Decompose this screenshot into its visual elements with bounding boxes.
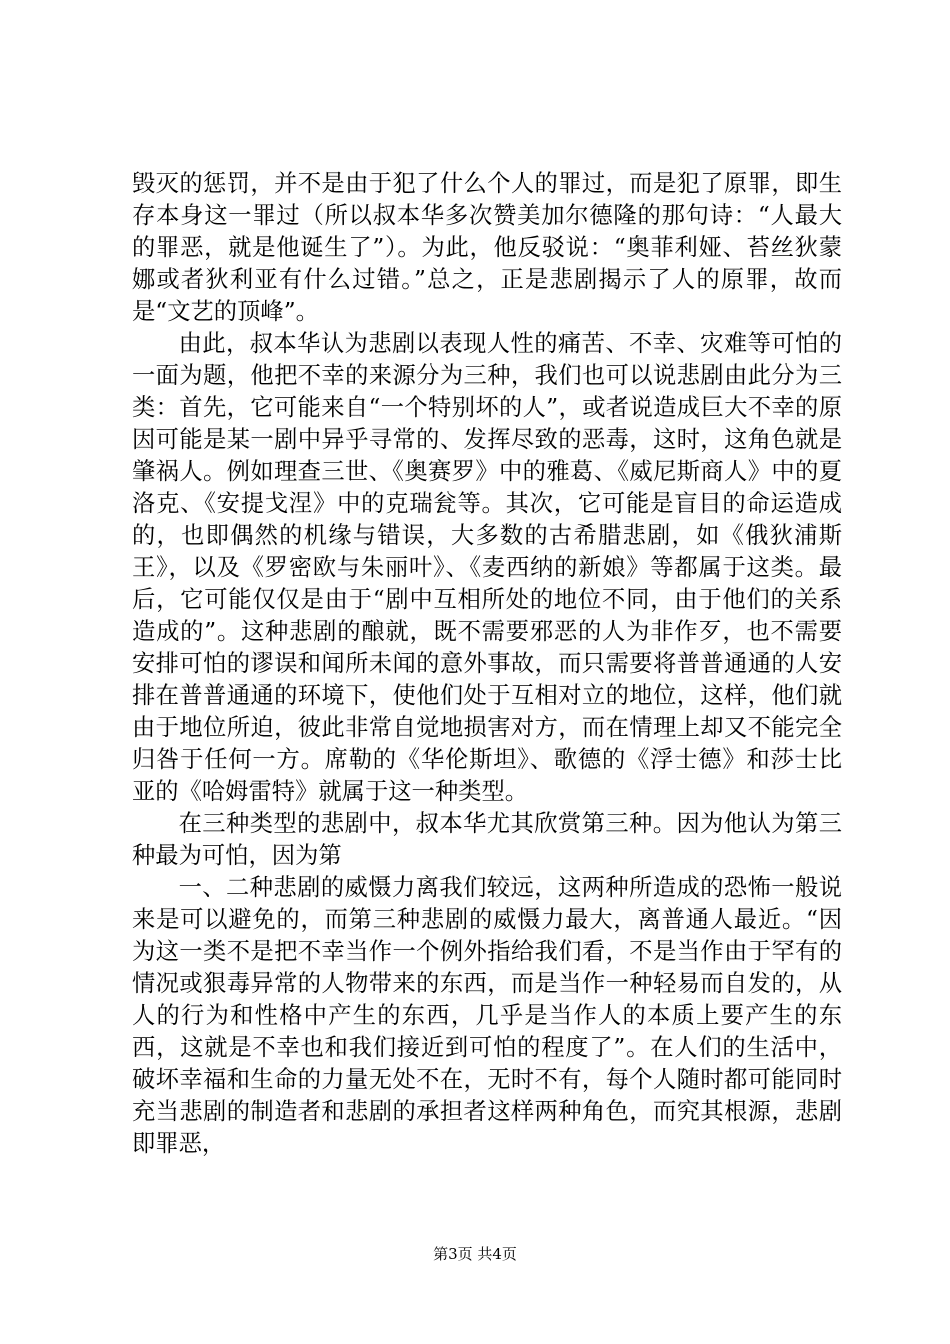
document-body <box>132 168 842 1160</box>
paragraph-1: 毁灭的惩罚，并不是由于犯了什么个人的罪过，而是犯了原罪，即生存本身这一罪过（所以叔本华多次赞美加尔德隆的那句诗：“人最大的罪恶，就是他诞生了”）。为此，他反驳说：“奥菲利娅、苔丝狄蒙娜或者狄利亚有什么过错。”总之，正是悲剧揭示了人的原罪，故而是“文艺的顶峰”。 <box>132 170 842 325</box>
paragraph-2: 由此，叔本华认为悲剧以表现人性的痛苦、不幸、灾难等可怕的一面为题，他把不幸的来源分为三种，我们也可以说悲剧由此分为三类：首先，它可能来自“一个特别坏的人”，或者说造成巨大不幸的原因可能是某一剧中异乎寻常的、发挥尽致的恶毒，这时，这角色就是肇祸人。例如理查三世、《奥赛罗》中的雅葛、《威尼斯商人》中的夏洛克、《安提戈涅》中的克瑞瓮等。其次，它可能是盲目的命运造成的，也即偶然的机缘与错误，大多数的古希腊悲剧，如《俄狄浦斯王》，以及《罗密欧与朱丽叶》、《麦西纳的新娘》等都属于这类。最后，它可能仅仅是由于“剧中互相所处的地位不同，由于他们的关系造成的”。这种悲剧的酿就，既不需要邪恶的人为非作歹，也不需要安排可怕的谬误和闻所未闻的意外事故，而只需要将普普通通的人安排在普普通通的环境下，使他们处于互相对立的地位，这样，他们就由于地位所迫，彼此非常自觉地损害对方，而在情理上却又不能完全归咎于任何一方。席勒的《华伦斯坦》、歌德的《浮士德》和莎士比亚的《哈姆雷特》就属于这一种类型。 <box>132 330 842 805</box>
paragraph-4: 一、二种悲剧的威慑力离我们较远，这两种所造成的恐怖一般说来是可以避免的，而第三种悲剧的威慑力最大，离普通人最近。“因为这一类不是把不幸当作一个例外指给我们看，不是当作由于罕有的情况或狠毒异常的人物带来的东西，而是当作一种轻易而自发的，从人的行为和性格中产生的东西，几乎是当作人的本质上要产生的东西，这就是不幸也和我们接近到可怕的程度了”。在人们的生活中，破坏幸福和生命的力量无处不在，无时不有，每个人随时都可能同时充当悲剧的制造者和悲剧的承担者这样两种角色，而究其根源，悲剧即罪恶， <box>132 874 842 1157</box>
paragraph-3: 在三种类型的悲剧中，叔本华尤其欣赏第三种。因为他认为第三种最为可怕，因为第 <box>132 810 842 869</box>
page-number-footer: 第3页 共4页 <box>433 1245 517 1263</box>
